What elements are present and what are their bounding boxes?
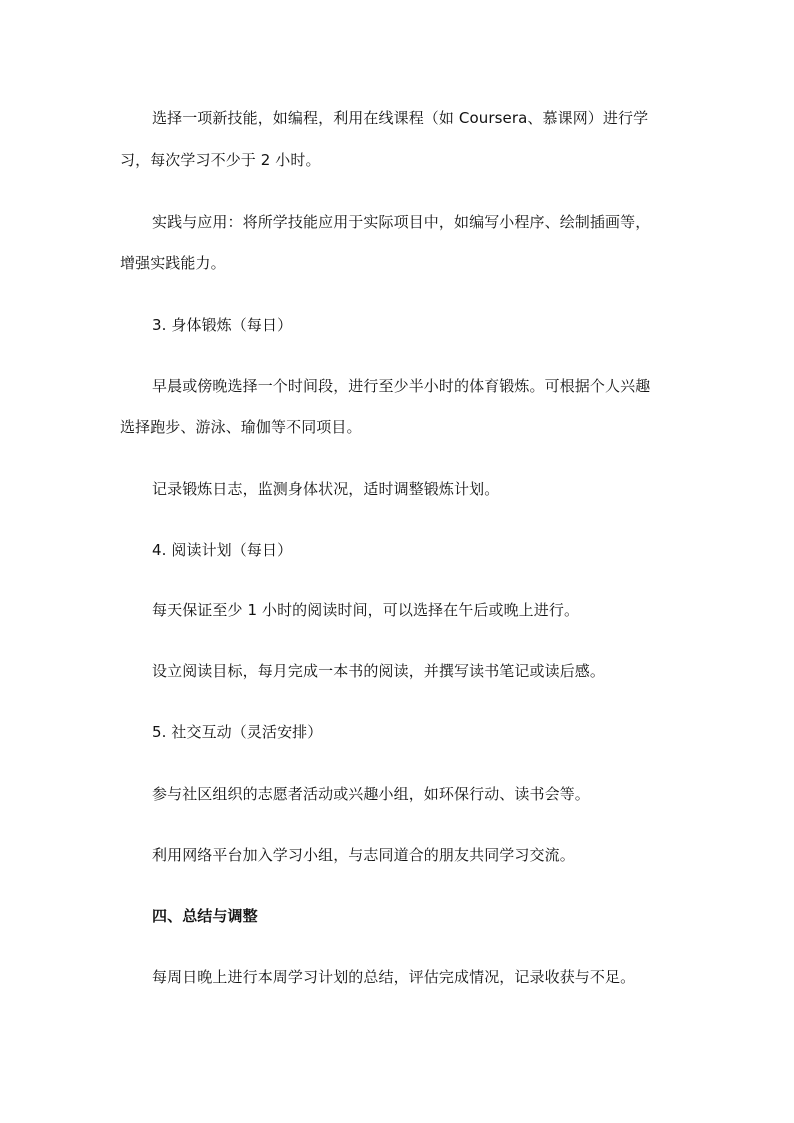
summary-heading: 四、总结与调整 xyxy=(152,907,258,925)
reading-time-text: 每天保证至少 1 小时的阅读时间，可以选择在午后或晚上进行。 xyxy=(152,601,580,619)
social-online-text: 利用网络平台加入学习小组，与志同道合的朋友共同学习交流。 xyxy=(152,846,575,864)
social-heading: 5. 社交互动（灵活安排） xyxy=(152,723,323,741)
summary-weekly-text: 每周日晚上进行本周学习计划的总结，评估完成情况，记录收获与不足。 xyxy=(152,968,636,986)
exercise-time-text-line-2: 选择跑步、游泳、瑜伽等不同项目。 xyxy=(120,418,362,436)
skill-course-text-line-2: 习，每次学习不少于 2 小时。 xyxy=(120,151,321,169)
social-volunteer-text: 参与社区组织的志愿者活动或兴趣小组，如环保行动、读书会等。 xyxy=(152,785,590,803)
reading-heading: 4. 阅读计划（每日） xyxy=(152,541,293,559)
exercise-time-text-line-1: 早晨或傍晚选择一个时间段，进行至少半小时的体育锻炼。可根据个人兴趣 xyxy=(152,377,651,395)
practice-text-line-2: 增强实践能力。 xyxy=(120,254,226,272)
skill-course-text-line-1: 选择一项新技能，如编程，利用在线课程（如 Coursera、慕课网）进行学 xyxy=(152,109,649,127)
exercise-heading: 3. 身体锻炼（每日） xyxy=(152,316,293,334)
exercise-log-text: 记录锻炼日志，监测身体状况，适时调整锻炼计划。 xyxy=(152,480,500,498)
practice-text-line-1: 实践与应用：将所学技能应用于实际项目中，如编写小程序、绘制插画等， xyxy=(152,213,651,231)
reading-goal-text: 设立阅读目标，每月完成一本书的阅读，并撰写读书笔记或读后感。 xyxy=(152,662,606,680)
